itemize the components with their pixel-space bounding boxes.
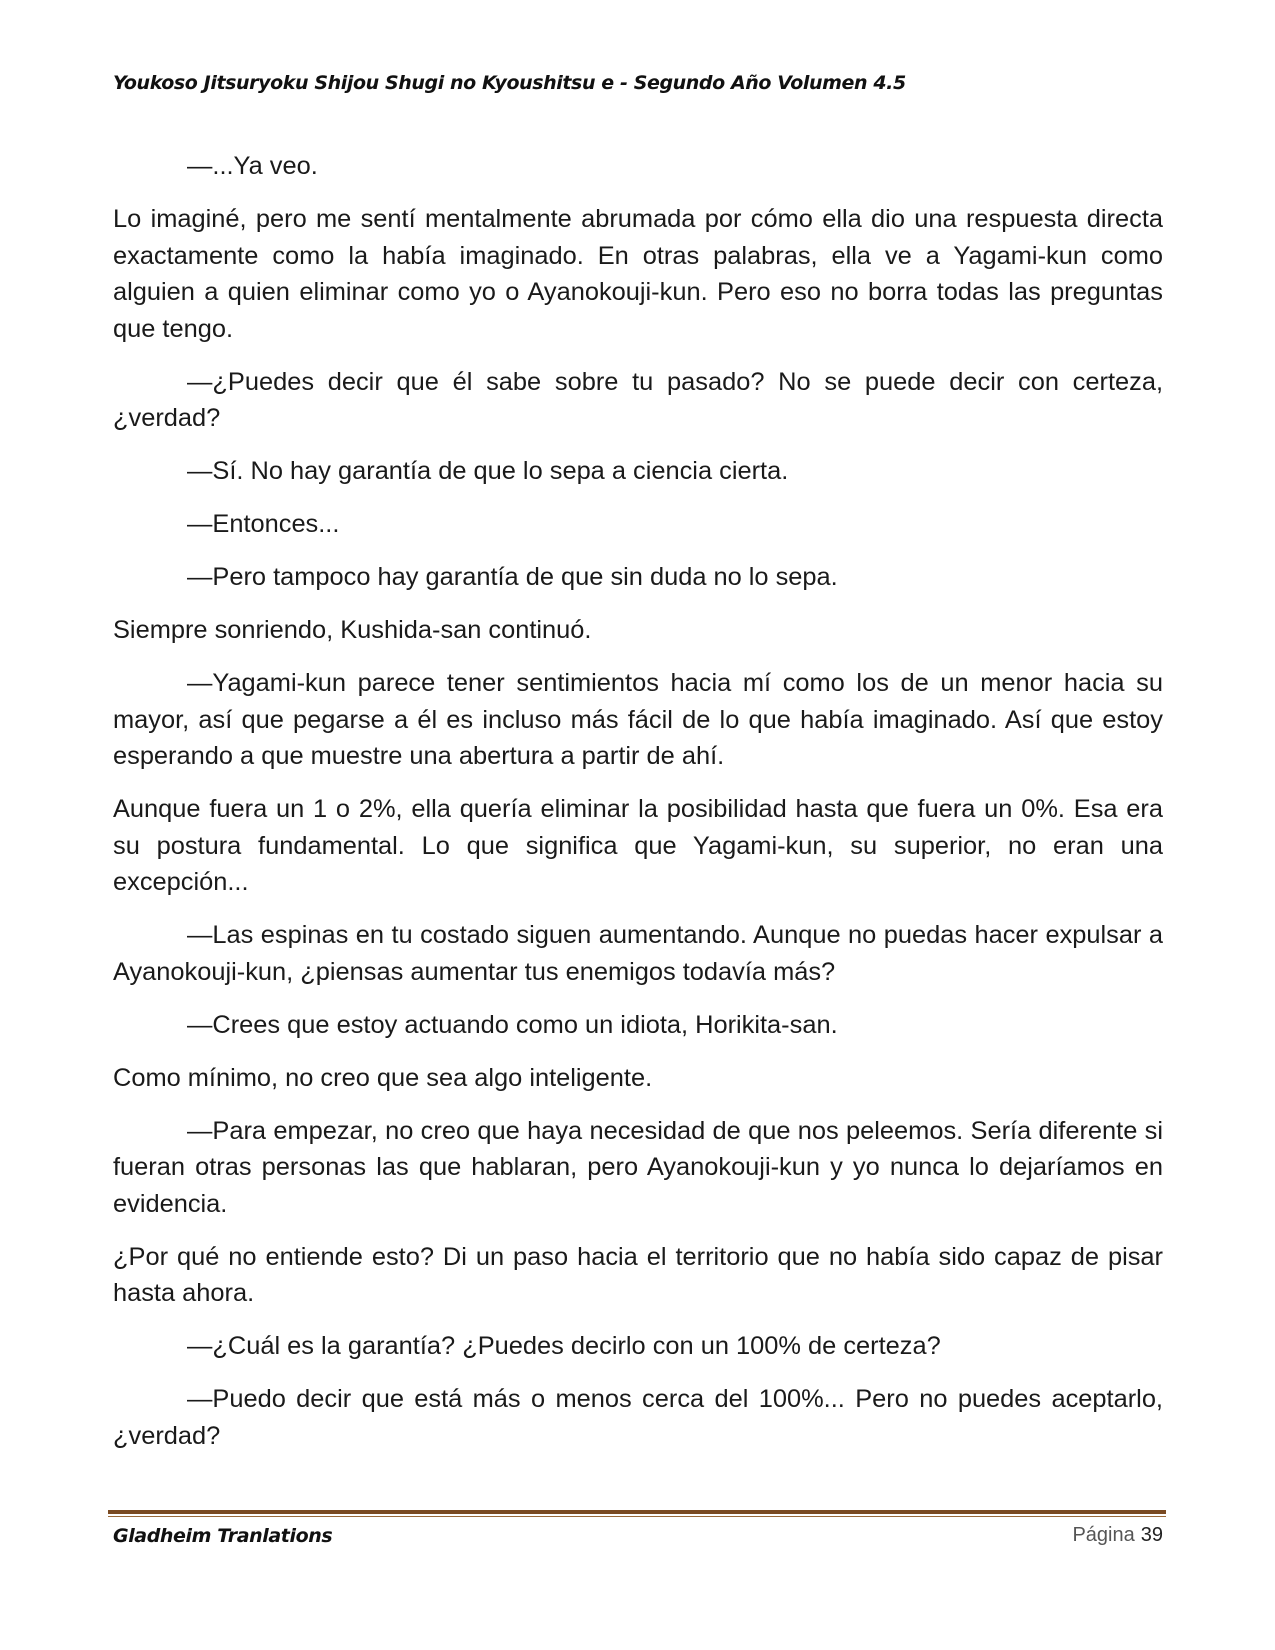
paragraph: —Yagami-kun parece tener sentimientos hacia mí como los de un menor hacia su mayor, así que pegarse a él es incluso más fácil de lo que había imaginado. Así que estoy esperando a que muestre una abertura a partir de ahí. [113,669,1163,770]
paragraph: Como mínimo, no creo que sea algo inteligente. [113,1063,653,1092]
paragraph: —Para empezar, no creo que haya necesidad de que nos peleemos. Sería diferente si fueran otras personas las que hablaran, pero Ayanokouji-kun y yo nunca lo dejaríamos en evidencia. [113,1116,1163,1218]
paragraph: Aunque fuera un 1 o 2%, ella quería eliminar la posibilidad hasta que fuera un 0%. Esa era su postura fundamental. Lo que significa que Yagami-kun, su superior, no eran una excepción... [113,795,1163,896]
page-label: Página [1072,1524,1135,1546]
page-header-title: Youkoso Jitsuryoku Shijou Shugi no Kyoushitsu e - Segundo Año Volumen 4.5 [113,72,906,94]
footer-divider [108,1510,1166,1517]
body-text [113,148,1163,1471]
paragraph: ¿Por qué no entiende esto? Di un paso hacia el territorio que no había sido capaz de pisar hasta ahora. [113,1242,1163,1307]
footer-credit: Gladheim Tranlations [113,1525,333,1547]
paragraph: —Crees que estoy actuando como un idiota, Horikita-san. [187,1010,838,1039]
paragraph: —Entonces... [187,510,340,538]
paragraph: —Puedo decir que está más o menos cerca del 100%... Pero no puedes aceptarlo, ¿verdad? [113,1385,1163,1450]
paragraph: Lo imaginé, pero me sentí mentalmente abrumada por cómo ella dio una respuesta directa exactamente como la había imaginado. En otras palabras, ella ve a Yagami-kun como alguien a quien eliminar como yo o Ayanokouji-kun. Pero eso no borra todas las preguntas que tengo. [113,205,1163,343]
paragraph: —¿Puedes decir que él sabe sobre tu pasado? No se puede decir con certeza, ¿verdad? [113,367,1163,432]
page-number-block [1072,1524,1163,1547]
page-number: 39 [1140,1524,1163,1546]
paragraph: —Las espinas en tu costado siguen aumentando. Aunque no puedas hacer expulsar a Ayanokouji-kun, ¿piensas aumentar tus enemigos todavía más? [113,921,1163,986]
paragraph: —Sí. No hay garantía de que lo sepa a ciencia cierta. [187,457,789,485]
paragraph: —Pero tampoco hay garantía de que sin duda no lo sepa. [187,563,838,591]
paragraph: —...Ya veo. [187,152,318,180]
paragraph: Siempre sonriendo, Kushida-san continuó. [113,616,592,644]
paragraph: —¿Cuál es la garantía? ¿Puedes decirlo con un 100% de certeza? [187,1332,941,1360]
